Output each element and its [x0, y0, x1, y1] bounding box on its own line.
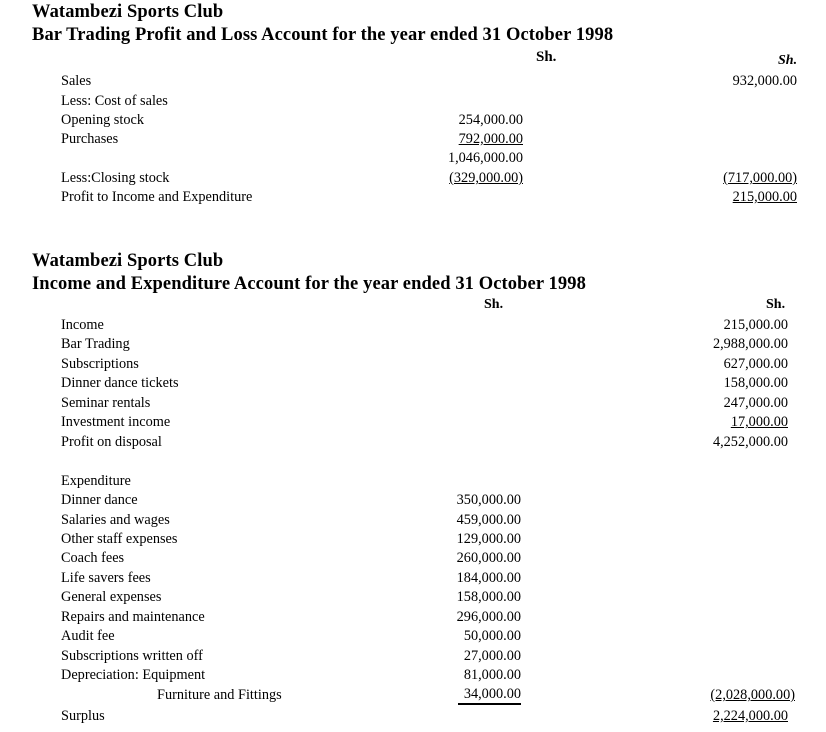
table-row: [0, 647, 826, 666]
row-amount-mid: (329,000.00): [449, 170, 523, 186]
row-amount-mid: 350,000.00: [456, 492, 521, 509]
row-label: Expenditure: [61, 472, 131, 489]
table-row: [0, 511, 826, 530]
col-mid-header: Sh.: [484, 297, 504, 312]
row-amount-right: 932,000.00: [732, 73, 797, 89]
row-label: Seminar rentals: [61, 394, 151, 411]
row-amount-mid: 27,000.00: [463, 647, 521, 664]
table-row: [0, 335, 826, 354]
row-amount-mid: 1,046,000.00: [447, 150, 523, 166]
table-row: [0, 452, 826, 471]
table-row: [0, 394, 826, 413]
row-amount-right: (2,028,000.00): [710, 687, 795, 703]
table-row: [0, 491, 826, 510]
row-amount-mid: 50,000.00: [463, 628, 521, 645]
table-row: [0, 316, 826, 335]
row-label: Opening stock: [61, 112, 144, 128]
table-row: [0, 549, 826, 568]
table-row: [0, 569, 826, 588]
row-label: Dinner dance tickets: [61, 375, 179, 392]
row-label: Less: Cost of sales: [61, 93, 168, 109]
row-label: Subscriptions written off: [61, 647, 203, 664]
col-right-header: Sh.: [766, 297, 786, 312]
row-amount-mid: 296,000.00: [456, 608, 521, 625]
row-amount-right: 215,000.00: [732, 189, 797, 205]
row-amount-mid: 129,000.00: [456, 530, 521, 547]
account-title: Bar Trading Profit and Loss Account for the year ended 31 October 1998: [32, 25, 614, 45]
row-amount-right: 215,000.00: [723, 317, 788, 333]
table-row: [0, 92, 826, 111]
col-mid-header: Sh.: [536, 49, 557, 65]
row-amount-right: 2,988,000.00: [712, 336, 788, 353]
table-row: [0, 627, 826, 646]
table-row: [0, 433, 826, 452]
row-label: Investment income: [61, 414, 171, 431]
row-label: Repairs and maintenance: [61, 608, 205, 625]
table-row: [0, 169, 826, 188]
table-row: [0, 72, 826, 91]
table-row: [0, 149, 826, 168]
row-label: Profit to Income and Expenditure: [61, 189, 253, 205]
row-label: Subscriptions: [61, 355, 139, 372]
account-title: Income and Expenditure Account for the year ended 31 October 1998: [32, 274, 586, 294]
table-row: [0, 188, 826, 207]
row-label: Coach fees: [61, 550, 125, 567]
row-amount-mid: 184,000.00: [456, 569, 521, 586]
row-amount-mid: 459,000.00: [456, 511, 521, 528]
row-amount-right: 4,252,000.00: [712, 433, 788, 450]
row-amount-mid: 792,000.00: [458, 131, 523, 147]
club-name: Watambezi Sports Club: [32, 251, 224, 271]
table-row: [0, 707, 826, 726]
row-label: Income: [61, 317, 104, 333]
row-label: Life savers fees: [61, 569, 151, 586]
row-label: Bar Trading: [61, 336, 130, 353]
table-row: [0, 608, 826, 627]
row-amount-right: 17,000.00: [730, 414, 788, 431]
row-amount-mid: 260,000.00: [456, 550, 521, 567]
row-label: General expenses: [61, 589, 162, 606]
table-row: [0, 686, 826, 705]
table-row: [0, 130, 826, 149]
row-amount-right: (717,000.00): [723, 170, 797, 186]
table-row: [0, 588, 826, 607]
row-amount-right: 158,000.00: [723, 375, 788, 392]
row-amount-right: 627,000.00: [723, 355, 788, 372]
row-amount-mid: 81,000.00: [463, 667, 521, 684]
table-row: [0, 472, 826, 491]
row-label: Surplus: [61, 708, 105, 724]
table-row: [0, 374, 826, 393]
club-name: Watambezi Sports Club: [32, 2, 224, 22]
row-label: Profit on disposal: [61, 433, 162, 450]
table-row: [0, 111, 826, 130]
row-label: Dinner dance: [61, 492, 138, 509]
col-right-header: Sh.: [778, 53, 798, 68]
row-amount-right: 2,224,000.00: [712, 708, 788, 724]
row-amount-mid: 34,000.00: [458, 686, 521, 705]
table-row: [0, 530, 826, 549]
row-label: Furniture and Fittings: [157, 687, 282, 703]
row-amount-right: 247,000.00: [723, 394, 788, 411]
row-amount-mid: 158,000.00: [456, 589, 521, 606]
table-row: [0, 355, 826, 374]
row-label: Audit fee: [61, 628, 115, 645]
row-label: Less:Closing stock: [61, 170, 170, 186]
row-label: Depreciation: Equipment: [61, 667, 206, 684]
row-label: Salaries and wages: [61, 511, 170, 528]
table-row: [0, 413, 826, 432]
table-row: [0, 666, 826, 685]
row-label: Other staff expenses: [61, 530, 178, 547]
row-label: Sales: [61, 73, 92, 89]
row-amount-mid: 254,000.00: [458, 112, 523, 128]
row-label: Purchases: [61, 131, 119, 147]
